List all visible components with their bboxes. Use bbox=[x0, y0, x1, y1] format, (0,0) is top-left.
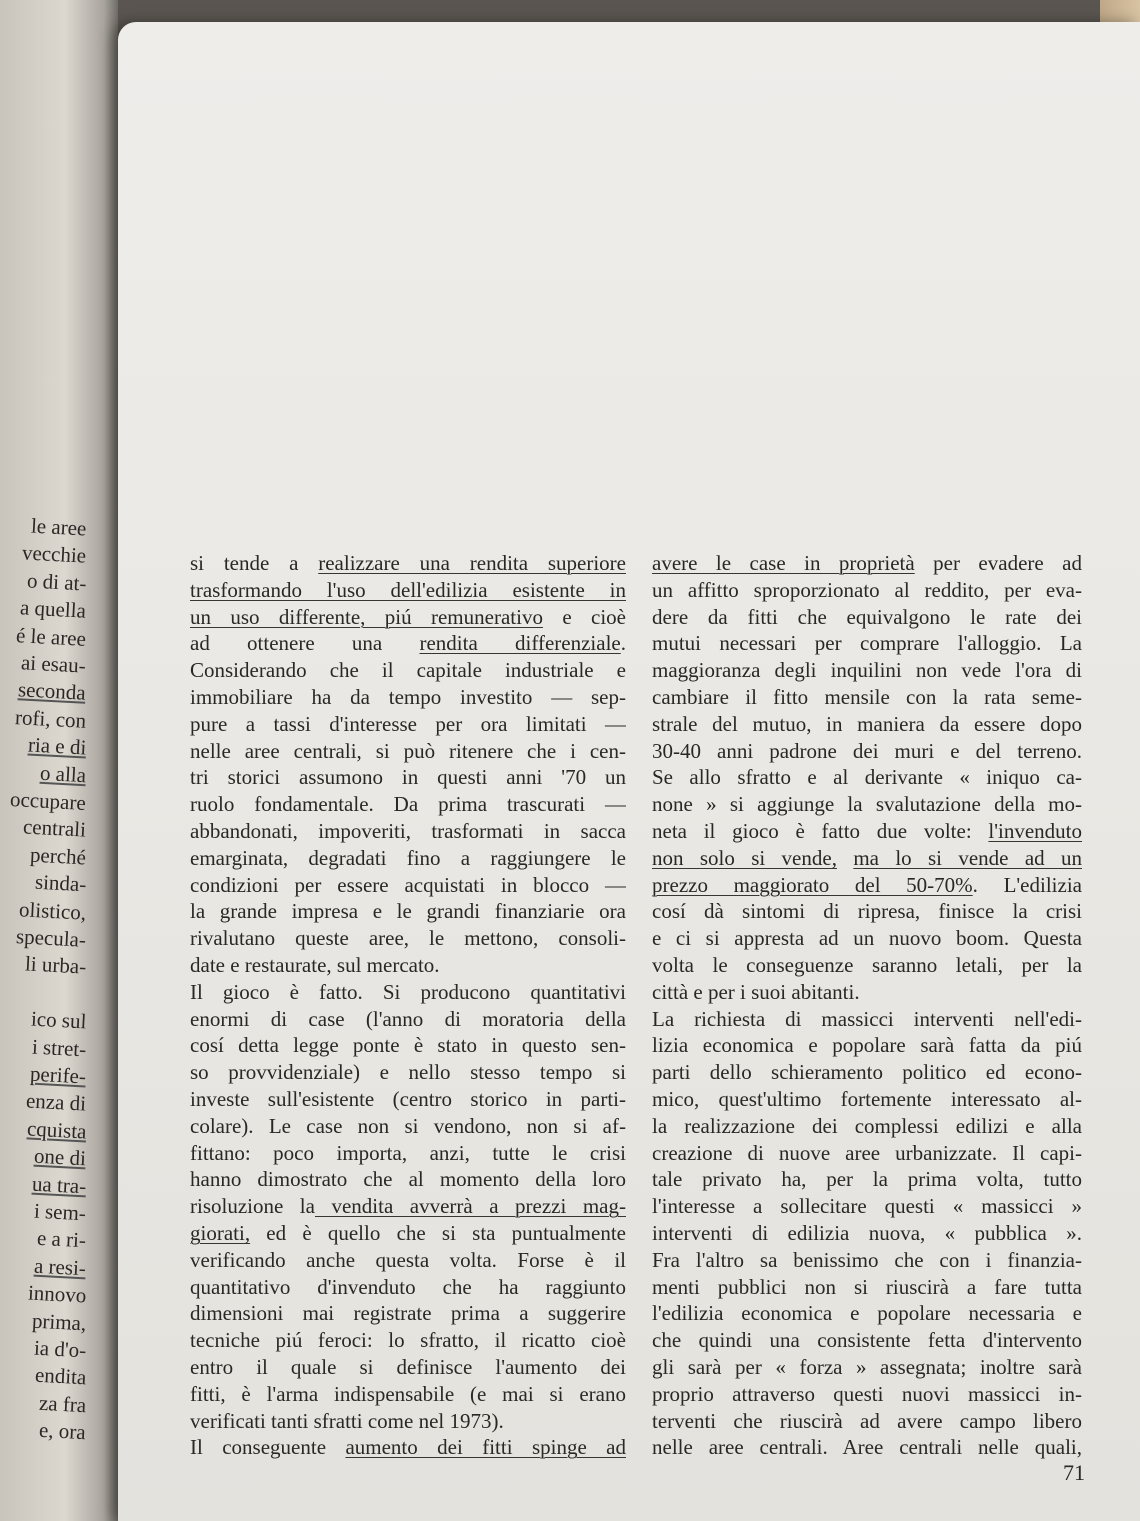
left-page-fragment: e a ri- bbox=[36, 1226, 87, 1253]
left-line bbox=[190, 1220, 626, 1247]
left-page-fragment: o alla bbox=[39, 760, 87, 787]
right-line bbox=[652, 1193, 1082, 1220]
text-run: quantitativo d'invenduto che ha raggiunto bbox=[190, 1274, 626, 1299]
left-page-fragment: ua tra- bbox=[31, 1171, 87, 1198]
left-line bbox=[190, 711, 626, 738]
right-line bbox=[652, 1220, 1082, 1247]
text-run: proprio attraverso questi nuovi massicci in- bbox=[652, 1381, 1082, 1406]
text-run: verificando anche questa volta. Forse è il bbox=[190, 1247, 626, 1272]
right-line bbox=[652, 1113, 1082, 1140]
text-run: Il conseguente bbox=[190, 1435, 346, 1460]
left-line bbox=[190, 550, 626, 577]
underlined-text: avere le case in proprietà bbox=[652, 551, 915, 575]
underlined-text: rendita differenziale bbox=[419, 631, 621, 656]
left-line bbox=[190, 845, 626, 872]
text-run: none » si aggiunge la svalutazione della mo- bbox=[652, 792, 1082, 817]
left-page-fragment: é le aree bbox=[15, 622, 87, 651]
right-line bbox=[652, 818, 1082, 845]
text-run: 30-40 anni padrone dei muri e del terreno. bbox=[652, 738, 1082, 763]
right-line bbox=[652, 577, 1082, 604]
underlined-text: trasformando l'uso dell'edilizia esistente in bbox=[190, 577, 626, 602]
left-page-fragment: endita bbox=[34, 1363, 87, 1390]
text-run: condizioni per essere acquistati in blocco — bbox=[190, 872, 626, 897]
text-run: tri storici assumono in questi anni '70 un bbox=[190, 765, 626, 790]
right-line bbox=[652, 1006, 1082, 1033]
text-run: un affitto sproporzionato al reddito, per eva- bbox=[652, 577, 1082, 602]
left-line bbox=[190, 979, 626, 1006]
underlined-text: giorati, bbox=[190, 1220, 251, 1245]
underlined-text: un uso differente, piú remunerativo bbox=[190, 604, 543, 629]
text-run: cambiare il fitto mensile con la rata seme- bbox=[652, 684, 1082, 709]
text-run: ed è quello che si sta puntualmente bbox=[250, 1220, 626, 1245]
text-run: che quindi una consistente fetta d'intervento bbox=[652, 1328, 1082, 1353]
left-line bbox=[190, 657, 626, 684]
left-line bbox=[190, 764, 626, 791]
right-line bbox=[652, 1140, 1082, 1167]
right-line bbox=[652, 1086, 1082, 1113]
text-run: e cioè bbox=[542, 604, 626, 629]
left-line bbox=[190, 791, 626, 818]
left-page-fragment: enza di bbox=[25, 1088, 87, 1116]
underlined-text: non solo si vende, bbox=[652, 845, 837, 870]
text-run: l'interesse a sollecitare questi « massicci » bbox=[652, 1194, 1082, 1219]
left-line bbox=[190, 1059, 626, 1086]
text-run: hanno dimostrato che al momento della loro bbox=[190, 1167, 626, 1192]
text-run: so provvidenziale) e nello stesso tempo si bbox=[190, 1060, 626, 1085]
text-run: tale privato ha, per la prima volta, tutto bbox=[652, 1167, 1082, 1192]
left-page-fragment: innovo bbox=[27, 1280, 87, 1308]
text-run: La richiesta di massicci interventi nell'edi- bbox=[652, 1006, 1082, 1031]
left-page-fragment: sinda- bbox=[34, 869, 87, 897]
left-page-fragment: i stret- bbox=[31, 1034, 87, 1061]
text-run: colare). Le case non si vendono, non si af- bbox=[190, 1113, 626, 1138]
left-page-fragment: ria e di bbox=[27, 732, 87, 760]
right-line bbox=[652, 684, 1082, 711]
left-page-fragment: cquista bbox=[25, 1116, 87, 1144]
right-line bbox=[652, 1300, 1082, 1327]
left-line bbox=[190, 738, 626, 765]
text-run: la realizzazione dei complessi edilizi e alla bbox=[652, 1113, 1082, 1138]
text-run: enormi di case (l'anno di moratoria della bbox=[190, 1006, 626, 1031]
text-run: si tende a bbox=[190, 551, 319, 575]
left-page-fragment: ia d'o- bbox=[33, 1335, 87, 1363]
text-run: parti dello schieramento politico ed econo- bbox=[652, 1060, 1082, 1085]
left-page-text-fragments bbox=[0, 0, 118, 1521]
left-line bbox=[190, 1140, 626, 1167]
text-run bbox=[837, 846, 853, 870]
left-line bbox=[190, 1113, 626, 1140]
text-run: investe sull'esistente (centro storico in parti- bbox=[190, 1086, 626, 1111]
right-line bbox=[652, 872, 1082, 899]
text-run: dimensioni mai registrate prima a suggerire bbox=[190, 1301, 626, 1326]
underlined-text: realizzare una rendita superiore bbox=[318, 551, 626, 575]
left-line bbox=[190, 818, 626, 845]
text-run: neta il gioco è fatto due volte: bbox=[652, 818, 989, 843]
left-line bbox=[190, 1300, 626, 1327]
text-run: città e per i suoi abitanti. bbox=[652, 979, 860, 1004]
text-run: e ci si appresta ad un nuovo boom. Questa bbox=[652, 926, 1082, 951]
text-run: Fra l'altro sa benissimo che con i finanzia- bbox=[652, 1247, 1082, 1272]
left-line bbox=[190, 925, 626, 952]
left-line bbox=[190, 898, 626, 925]
right-line bbox=[652, 1274, 1082, 1301]
text-run: strale del mutuo, in maniera da essere dopo bbox=[652, 711, 1082, 736]
text-run: abbandonati, impoveriti, trasformati in sacca bbox=[190, 818, 626, 843]
underlined-text: prezzo maggiorato del 50-70% bbox=[652, 872, 973, 897]
left-page bbox=[0, 0, 118, 1521]
text-run: immobiliare ha da tempo investito — sep- bbox=[190, 684, 626, 709]
left-line bbox=[190, 1247, 626, 1274]
left-line bbox=[190, 872, 626, 899]
right-line bbox=[652, 845, 1082, 872]
text-run: entro il quale si definisce l'aumento dei bbox=[190, 1354, 626, 1379]
text-run: mutui necessari per comprare l'alloggio. La bbox=[652, 631, 1082, 656]
text-run: tecniche piú feroci: lo sfratto, il ricatto cioè bbox=[190, 1328, 626, 1353]
text-column-right bbox=[652, 550, 1082, 1461]
right-line bbox=[652, 764, 1082, 791]
right-page bbox=[118, 22, 1140, 1521]
right-line bbox=[652, 791, 1082, 818]
left-page-fragment: olistico, bbox=[18, 896, 87, 925]
underlined-text: aumento dei fitti spinge ad bbox=[345, 1435, 626, 1460]
text-run: date e restaurate, sul mercato. bbox=[190, 952, 440, 977]
text-run: nelle aree centrali, si può ritenere che i cen- bbox=[190, 738, 626, 763]
text-run: emarginata, degradati fino a raggiungere le bbox=[190, 845, 626, 870]
text-column-left bbox=[190, 550, 626, 1461]
right-line bbox=[652, 711, 1082, 738]
right-line bbox=[652, 925, 1082, 952]
right-line bbox=[652, 1059, 1082, 1086]
text-run: volta le conseguenze saranno letali, per la bbox=[652, 952, 1082, 977]
text-run: ad ottenere una bbox=[190, 631, 420, 656]
text-run: pure a tassi d'interesse per ora limitati — bbox=[190, 711, 626, 736]
left-line bbox=[190, 1032, 626, 1059]
text-run: cosí dà sintomi di ripresa, finisce la crisi bbox=[652, 899, 1082, 924]
text-run: fitti, è l'arma indispensabile (e mai si erano bbox=[190, 1381, 626, 1406]
left-page-fragment: za fra bbox=[38, 1390, 87, 1418]
right-line bbox=[652, 657, 1082, 684]
left-line bbox=[190, 1354, 626, 1381]
left-page-fragment: vecchie bbox=[21, 540, 87, 569]
text-run: cosí detta legge ponte è stato in questo sen- bbox=[190, 1033, 626, 1058]
left-line bbox=[190, 604, 626, 631]
right-line bbox=[652, 1166, 1082, 1193]
text-run: per evadere ad bbox=[914, 551, 1082, 575]
text-run: Considerando che il capitale industriale e bbox=[190, 658, 626, 683]
right-line bbox=[652, 604, 1082, 631]
text-run: . L'edilizia bbox=[972, 872, 1082, 897]
text-run: ruolo fondamentale. Da prima trascurati — bbox=[190, 792, 626, 817]
text-run: fittano: poco importa, anzi, tutte le crisi bbox=[190, 1140, 626, 1165]
left-line bbox=[190, 1166, 626, 1193]
left-page-fragment: specula- bbox=[15, 924, 87, 952]
page-number: 71 bbox=[1063, 1460, 1085, 1485]
left-line bbox=[190, 577, 626, 604]
left-page-fragment: a resi- bbox=[33, 1253, 87, 1281]
right-line bbox=[652, 1408, 1082, 1435]
text-run: dere da fitti che equivalgono le rate dei bbox=[652, 604, 1082, 629]
left-page-fragment: rofi, con bbox=[14, 704, 87, 733]
left-page-fragment: le aree bbox=[30, 513, 87, 541]
text-run: mico, quest'ultimo fortemente interessato al- bbox=[652, 1086, 1082, 1111]
right-line bbox=[652, 550, 1082, 577]
left-page-fragment: one di bbox=[33, 1143, 87, 1171]
right-line bbox=[652, 1381, 1082, 1408]
left-page-fragment: prima, bbox=[31, 1308, 87, 1335]
text-run: l'edilizia economica e popolare necessaria e bbox=[652, 1301, 1082, 1326]
left-line bbox=[190, 1274, 626, 1301]
underlined-text: vendita avverrà a prezzi mag- bbox=[314, 1194, 626, 1219]
right-line bbox=[652, 1327, 1082, 1354]
text-run: gli sarà per « forza » assegnata; inoltre sarà bbox=[652, 1354, 1082, 1379]
left-line bbox=[190, 1006, 626, 1033]
right-line bbox=[652, 1434, 1082, 1461]
left-page-fragment: e, ora bbox=[38, 1417, 87, 1445]
left-line bbox=[190, 1086, 626, 1113]
text-run: Se allo sfratto e al derivante « iniquo ca- bbox=[652, 765, 1082, 790]
right-line bbox=[652, 1354, 1082, 1381]
left-line bbox=[190, 1327, 626, 1354]
underlined-text: ma lo si vende ad un bbox=[853, 845, 1082, 870]
right-line bbox=[652, 898, 1082, 925]
left-page-fragment: ai esau- bbox=[20, 650, 87, 678]
underlined-text: l'invenduto bbox=[988, 818, 1082, 843]
left-line bbox=[190, 684, 626, 711]
right-line bbox=[652, 979, 1082, 1006]
left-page-fragment: li urba- bbox=[24, 951, 87, 979]
right-line bbox=[652, 630, 1082, 657]
text-run: interventi di edilizia nuova, « pubblica ». bbox=[652, 1220, 1082, 1245]
text-run: lizia economica e popolare sarà fatta da piú bbox=[652, 1033, 1082, 1058]
left-page-fragment: seconda bbox=[17, 677, 87, 706]
left-line bbox=[190, 1408, 626, 1435]
text-run: creazione di nuove aree urbanizzate. Il capi- bbox=[652, 1140, 1082, 1165]
left-page-fragment: ico sul bbox=[30, 1006, 87, 1034]
left-page-fragment: centrali bbox=[22, 814, 87, 843]
left-line bbox=[190, 1434, 626, 1461]
left-line bbox=[190, 1193, 626, 1220]
text-run: Il gioco è fatto. Si producono quantitativi bbox=[190, 979, 626, 1004]
text-run: nelle aree centrali. Aree centrali nelle quali, bbox=[652, 1435, 1082, 1460]
right-line bbox=[652, 952, 1082, 979]
text-run: la grande impresa e le grandi finanziarie ora bbox=[190, 899, 626, 924]
left-line bbox=[190, 1381, 626, 1408]
text-run: verificati tanti sfratti come nel 1973). bbox=[190, 1408, 504, 1433]
text-run: risoluzione la bbox=[190, 1194, 315, 1219]
left-page-fragment: perché bbox=[29, 842, 87, 870]
left-page-fragment: occupare bbox=[9, 787, 87, 815]
right-line bbox=[652, 738, 1082, 765]
right-line bbox=[652, 1032, 1082, 1059]
text-run: . bbox=[620, 631, 626, 656]
left-page-fragment: perife- bbox=[29, 1061, 87, 1089]
text-run: terventi che riuscirà ad avere campo libero bbox=[652, 1408, 1082, 1433]
left-line bbox=[190, 952, 626, 979]
text-run: menti pubblici non si riuscirà a fare tutta bbox=[652, 1274, 1082, 1299]
left-page-fragment: i sem- bbox=[33, 1198, 87, 1226]
left-line bbox=[190, 630, 626, 657]
text-run: rivalutano queste aree, le mettono, consoli- bbox=[190, 926, 626, 951]
text-run: maggioranza degli inquilini non vede l'ora di bbox=[652, 658, 1082, 683]
left-page-fragment: o di at- bbox=[25, 568, 87, 596]
left-page-fragment: a quella bbox=[19, 595, 87, 623]
right-line bbox=[652, 1247, 1082, 1274]
